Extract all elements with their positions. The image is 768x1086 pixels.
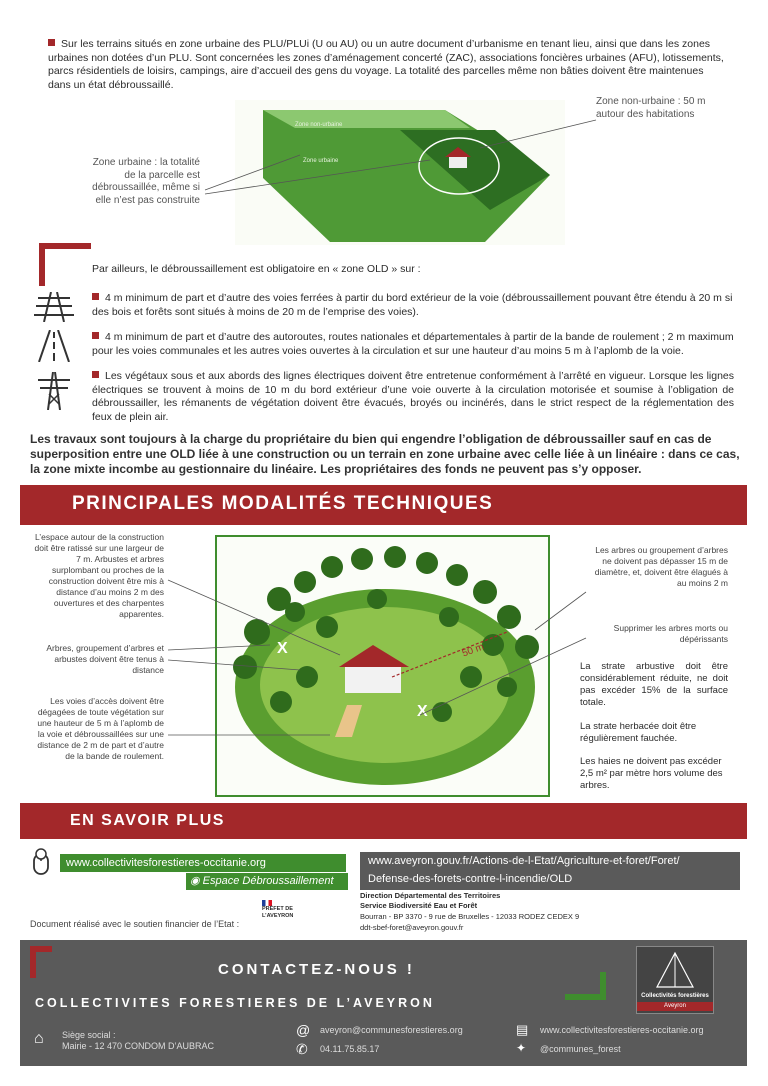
at-icon: @ xyxy=(296,1022,311,1038)
tech-right-4: La strate herbacée doit être régulièrement fauchée. xyxy=(580,721,697,744)
tech-left-3: Les voies d’accès doivent être dégagées de toute végétation sur une hauteur de 5 m à l’aplomb de la voie et débroussaillées sur une distance de 2 m de part et d’autre de la bande de roulement. xyxy=(37,696,164,761)
tech-right-1: Les arbres ou groupement d’arbres ne doivent pas dépasser 15 m de diamètre, et, doivent être élagués à au moins 2 m xyxy=(594,545,728,588)
corner-bracket-v xyxy=(39,243,45,286)
ddt-line3: Bourran - BP 3370 - 9 rue de Bruxelles - 12033 RODEZ CEDEX 9 xyxy=(360,912,580,921)
railway-icon xyxy=(34,292,74,327)
tech-right-2: Supprimer les arbres morts ou dépérissants xyxy=(613,623,728,644)
mouse-icon xyxy=(28,848,54,881)
house-icon: ⌂ xyxy=(34,1030,44,1047)
link-espace-debroussaillement[interactable]: ◉ Espace Débroussaillement xyxy=(186,873,348,890)
intro-paragraph: Sur les terrains situés en zone urbaine des PLU/PLUi (U ou AU) ou un autre document d’urbanisme en tenant lieu, ainsi que dans les zones urbaines non dotées d’un PLU. Sont concernées les zones d’aménagement concerté (ZAC), associations foncières urbaines (AFU), lotissements, parcs résidentiels de loisirs, campings, aire d’accueil des gens du voyage. La totalité des parcelles même non bâties doivent être maintenues dans un état débroussaillé. xyxy=(48,38,724,91)
tech-right-3: La strate arbustive doit être considérablement réduite, ne doit pas excéder 15% de la surface totale. xyxy=(580,661,728,708)
x-mark-right: X xyxy=(417,703,428,720)
contact-title: CONTACTEZ-NOUS ! xyxy=(218,961,415,978)
road-icon xyxy=(34,330,74,367)
tag-non-urban: Zone non-urbaine xyxy=(295,122,343,128)
ddt-line1: Direction Départemental des Territoires xyxy=(360,891,501,900)
old-item-railway: 4 m minimum de part et d’autre des voies ferrées à partir du bord extérieur de la voie (débroussaillement pouvant être étendu à 20 m si des bois et forêts sont situés à moins de 20 m de l’emprise des voies). xyxy=(92,292,733,318)
link-occitanie[interactable]: www.collectivitesforestieres-occitanie.org xyxy=(60,854,346,872)
collectivites-logo: Collectivités forestières Aveyron xyxy=(636,946,714,1014)
aveyron-link-box xyxy=(360,852,740,890)
tech-leader-lines xyxy=(0,520,768,800)
ddt-email[interactable]: ddt-sbef-foret@aveyron.gouv.fr xyxy=(360,923,464,932)
support-text: Document réalisé avec le soutien financier de l’Etat : xyxy=(30,919,240,929)
distance-label: 50 m xyxy=(460,641,486,660)
zones-leader-lines xyxy=(0,0,768,300)
siege-address: Mairie - 12 470 CONDOM D’AUBRAC xyxy=(62,1041,215,1051)
eye-icon: ◉ xyxy=(190,875,203,887)
more-title: EN SAVOIR PLUS xyxy=(70,812,225,829)
old-item-power: Les végétaux sous et aux abords des lignes électriques doivent être entretenue conformément à l’arrêté en vigueur. Lorsque les lignes électriques se trouvent à moins de 10 m du bord extérieur d’une voie ouverte à la circulation motorisée et soumise à l’obligation de débroussailler, les rémanents de végétation doivent être évacués, broyés ou incinérés, dans le strict respect de la réglementation des feux de plein air. xyxy=(92,370,734,423)
non-urban-label: Zone non-urbaine : 50 m autour des habitations xyxy=(596,96,706,120)
corner-bracket-h xyxy=(39,243,91,249)
link-aveyron-line2[interactable]: Defense-des-forets-contre-l-incendie/OLD xyxy=(368,873,573,885)
contact-block xyxy=(20,940,747,1066)
tech-right-5: Les haies ne doivent pas excéder 2,5 m² par mètre hors volume des arbres. xyxy=(580,756,723,791)
ddt-line2: Service Biodiversité Eau et Forêt xyxy=(360,901,478,910)
phone-icon: ✆ xyxy=(296,1041,308,1057)
contact-org: COLLECTIVITES FORESTIERES DE L’AVEYRON xyxy=(35,996,435,1010)
tag-urban: Zone urbaine xyxy=(303,158,339,164)
x-mark-left: X xyxy=(277,640,288,657)
tech-left-1: L’espace autour de la construction doit être ratissé sur une largeur de 7 m. Arbustes et arbres surplombant ou proches de la construction doivent être mis à distance d’au moins 2 m des ouvertures et des charpentes apparentes. xyxy=(34,532,164,619)
power-pylon-icon xyxy=(36,372,72,415)
contact-phone[interactable]: 04.11.75.85.17 xyxy=(320,1044,380,1054)
contact-email[interactable]: aveyron@communesforestieres.org xyxy=(320,1025,463,1035)
technical-banner xyxy=(20,485,747,525)
old-item-road: 4 m minimum de part et d’autre des autoroutes, routes nationales et départementales à partir de la bande de roulement ; 2 m maximum pour les voies communales et les autres voies ouvertes à la circulation et sur une hauteur d’au moins 5 m à l’aplomb de la voie. xyxy=(92,331,734,357)
contact-twitter[interactable]: @communes_forest xyxy=(540,1044,621,1054)
web-icon: ▤ xyxy=(516,1022,529,1037)
old-intro: Par ailleurs, le débroussaillement est obligatoire en « zone OLD » sur : xyxy=(92,263,421,275)
technical-title: PRINCIPALES MODALITÉS TECHNIQUES xyxy=(72,493,494,514)
contact-bracket-green-h xyxy=(565,994,606,1000)
more-banner xyxy=(20,803,747,839)
link-aveyron-line1[interactable]: www.aveyron.gouv.fr/Actions-de-l-Etat/Agriculture-et-foret/Foret/ xyxy=(368,855,680,867)
twitter-icon: ✦ xyxy=(516,1041,527,1055)
urban-label: Zone urbaine : la totalité de la parcelle est débroussaillée, même si elle n’est pas construite xyxy=(92,157,200,206)
siege-label: Siège social : xyxy=(62,1030,116,1040)
prefet-logo: PRÉFET DE L’AVEYRON xyxy=(262,900,312,919)
contact-web[interactable]: www.collectivitesforestieres-occitanie.org xyxy=(540,1025,704,1035)
tech-left-2: Arbres, groupement d’arbres et arbustes doivent être tenus à distance xyxy=(46,643,164,675)
notice-text: Les travaux sont toujours à la charge du propriétaire du bien qui engendre l’obligation de débroussailler sauf en cas de superposition entre une OLD liée à une construction ou un terrain en zone urbaine avec celle liée à un linéaire : dans ce cas, la zone mixte incombe au gestionnaire du linéaire. Les propriétaires des fonds ne peuvent pas s’y opposer. xyxy=(30,432,740,476)
contact-bracket-h xyxy=(30,946,52,952)
